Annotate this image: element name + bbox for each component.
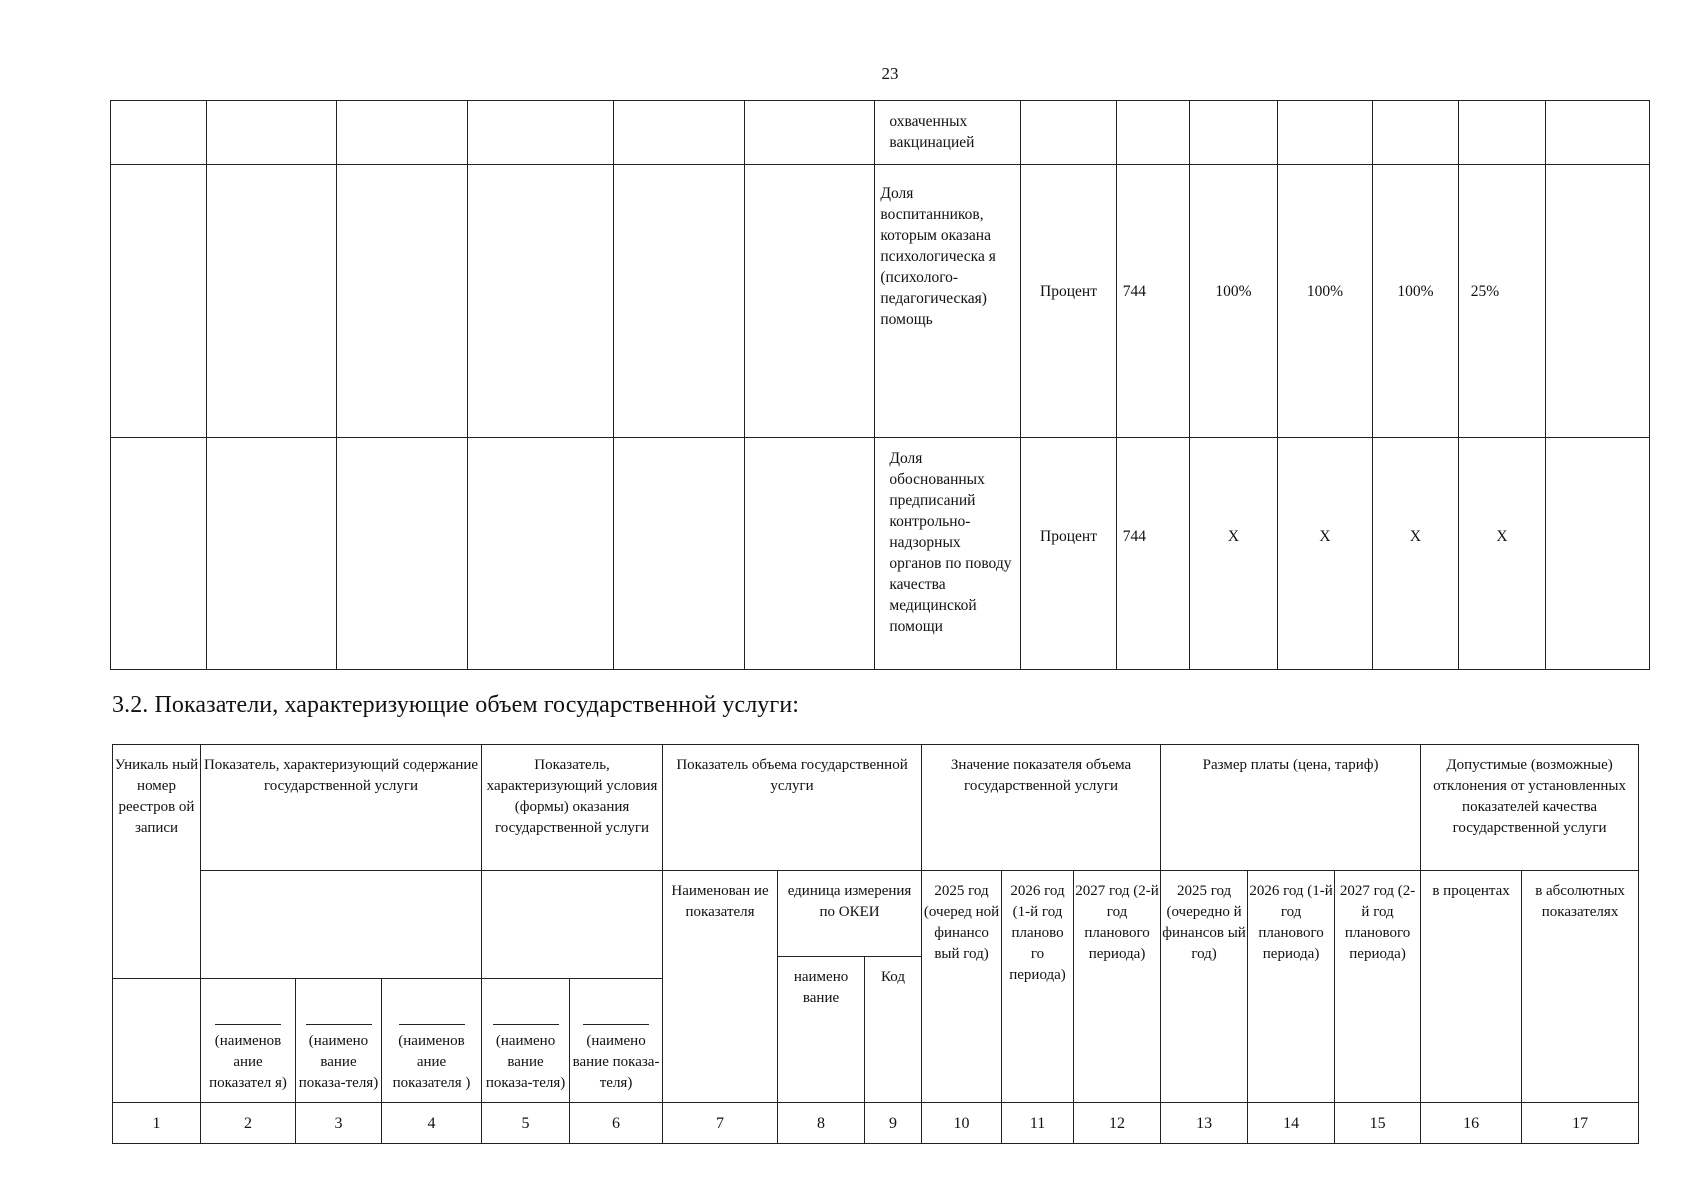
column-number: 11 <box>1002 1103 1074 1144</box>
value-2026-cell: 100% <box>1277 165 1373 438</box>
okei-code-cell: 744 <box>1116 165 1189 438</box>
indicator-name-placeholder: (наименов ание показателя ) <box>392 1033 471 1091</box>
header-row <box>113 745 1639 871</box>
fee-2027-header: 2027 год (2-й год планового периода) <box>1335 871 1421 1103</box>
volume-value-header: Значение показателя объема государственной услуги <box>922 745 1161 871</box>
quality-indicators-table <box>110 100 1650 670</box>
column-number: 16 <box>1421 1103 1522 1144</box>
indicator-name-placeholder: (наимено вание показа-теля) <box>572 1033 660 1091</box>
underline <box>306 1024 372 1025</box>
conditions-indicator-header: Показатель, характеризующий условия (формы) оказания государственной услуги <box>482 745 663 871</box>
column-number: 12 <box>1074 1103 1161 1144</box>
unit-cell: Процент <box>1021 165 1117 438</box>
deviations-header: Допустимые (возможные) отклонения от установленных показателей качества государственной услуги <box>1421 745 1639 871</box>
content-indicator-3-sub <box>382 979 482 1103</box>
deviation-percent-cell: X <box>1458 438 1546 670</box>
column-number: 14 <box>1248 1103 1335 1144</box>
deviation-percent-cell: 25% <box>1458 165 1546 438</box>
fee-2025-header: 2025 год (очередно й финансов ый год) <box>1161 871 1248 1103</box>
volume-indicator-header: Показатель объема государственной услуги <box>663 745 922 871</box>
condition-indicator-1-sub <box>482 979 570 1103</box>
header-row <box>113 871 1639 957</box>
column-number: 13 <box>1161 1103 1248 1144</box>
unique-number-header: Уникаль ный номер реестров ой записи <box>113 745 201 979</box>
underline <box>215 1024 281 1025</box>
volume-2027-header: 2027 год (2-й год планового периода) <box>1074 871 1161 1103</box>
content-indicator-2-sub <box>296 979 382 1103</box>
column-number: 6 <box>570 1103 663 1144</box>
volume-2026-header: 2026 год (1-й год планово го периода) <box>1002 871 1074 1103</box>
underline <box>493 1024 559 1025</box>
indicator-name: охваченных вакцинацией <box>875 101 1021 165</box>
table-row <box>111 438 1650 670</box>
column-number: 9 <box>865 1103 922 1144</box>
value-2025-cell: 100% <box>1190 165 1278 438</box>
value-2026-cell: X <box>1277 438 1373 670</box>
fee-header: Размер платы (цена, тариф) <box>1161 745 1421 871</box>
deviation-absolute-cell <box>1546 438 1650 670</box>
column-number: 15 <box>1335 1103 1421 1144</box>
fee-2026-header: 2026 год (1-й год планового периода) <box>1248 871 1335 1103</box>
page-number: 23 <box>881 64 899 83</box>
column-number: 7 <box>663 1103 778 1144</box>
underline <box>399 1024 465 1025</box>
indicator-name-header: Наименован ие показателя <box>663 871 778 1103</box>
value-2027-cell: X <box>1373 438 1459 670</box>
value-2025-cell: X <box>1190 438 1278 670</box>
indicator-name: Доля обоснованных предписаний контрольно-надзорных органов по поводу качества медицинской помощи <box>875 438 1021 670</box>
column-number: 8 <box>778 1103 865 1144</box>
section-title: 3.2. Показатели, характеризующие объем государственной услуги: <box>112 692 800 718</box>
okei-code-header: Код <box>865 957 922 1103</box>
column-number: 3 <box>296 1103 382 1144</box>
column-number: 2 <box>201 1103 296 1144</box>
content-indicator-1-sub <box>201 979 296 1103</box>
okei-code-cell: 744 <box>1116 438 1189 670</box>
table-row <box>111 165 1650 438</box>
indicator-name: Доля воспитанников, которым оказана психологическа я (психолого-педагогическая) помощь <box>875 165 1021 438</box>
column-number-row <box>113 1103 1639 1144</box>
content-indicator-header: Показатель, характеризующий содержание государственной услуги <box>201 745 482 871</box>
deviation-percent-header: в процентах <box>1421 871 1522 1103</box>
deviation-absolute-cell <box>1546 165 1650 438</box>
unit-cell: Процент <box>1021 438 1117 670</box>
deviation-absolute-header: в абсолютных показателях <box>1522 871 1639 1103</box>
column-number: 1 <box>113 1103 201 1144</box>
condition-indicator-2-sub <box>570 979 663 1103</box>
column-number: 4 <box>382 1103 482 1144</box>
volume-indicators-table <box>112 744 1639 1144</box>
column-number: 5 <box>482 1103 570 1144</box>
indicator-name-placeholder: (наимено вание показа-теля) <box>485 1033 566 1091</box>
table-row <box>111 101 1650 165</box>
indicator-name-placeholder: (наимено вание показа-теля) <box>298 1033 379 1091</box>
column-number: 10 <box>922 1103 1002 1144</box>
okei-name-header: наимено вание <box>778 957 865 1103</box>
underline <box>583 1024 649 1025</box>
indicator-name-placeholder: (наименов ание показател я) <box>209 1033 287 1091</box>
value-2027-cell: 100% <box>1373 165 1459 438</box>
column-number: 17 <box>1522 1103 1639 1144</box>
okei-unit-header: единица измерения по ОКЕИ <box>778 871 922 957</box>
volume-2025-header: 2025 год (очеред ной финансо вый год) <box>922 871 1002 1103</box>
